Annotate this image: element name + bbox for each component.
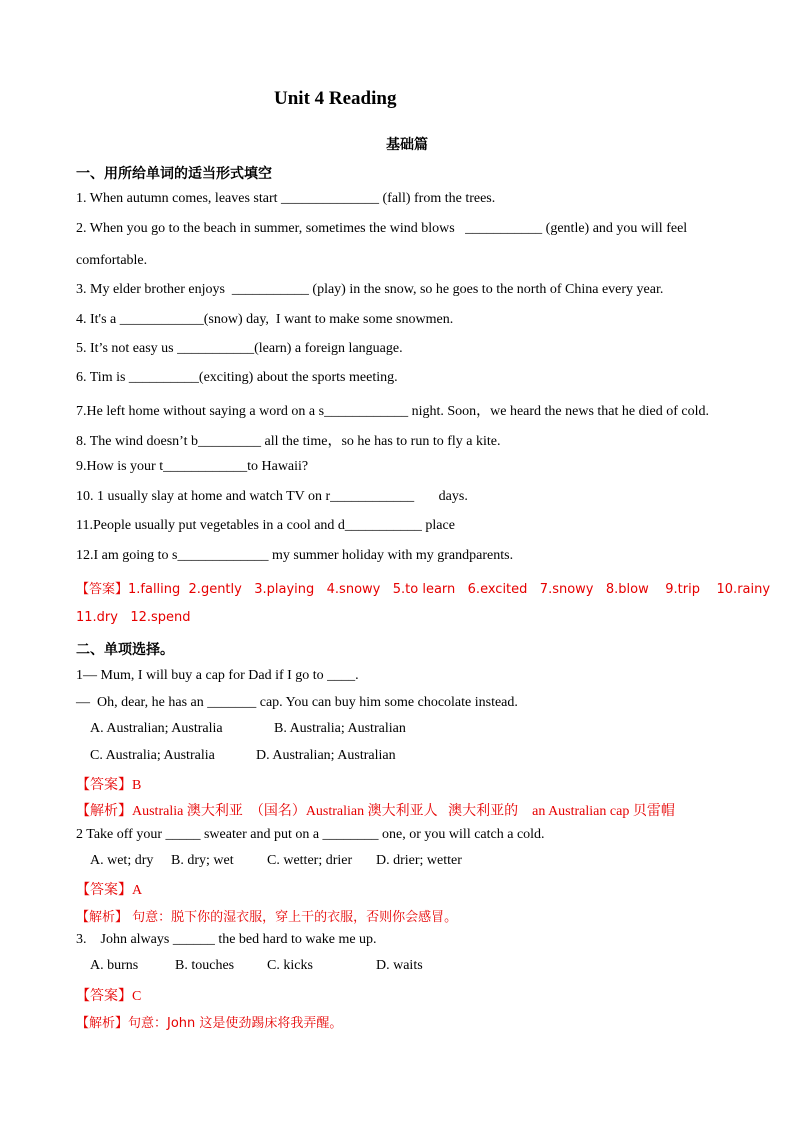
fill-question-11: 11.People usually put vegetables in a cool and d___________ place — [76, 518, 455, 533]
fill-question-8: 8. The wind doesn’t b_________ all the time，so he has to run to fly a kite. — [76, 434, 501, 449]
fill-question-7: 7.He left home without saying a word on a s____________ night. Soon，we heard the news that he died of cold. — [76, 404, 709, 419]
fill-question-10: 10. 1 usually slay at home and watch TV on r____________ days. — [76, 489, 468, 504]
mc-q1-option-d: D. Australian; Australian — [256, 748, 396, 763]
page-title: Unit 4 Reading — [274, 88, 397, 109]
mc-q2-option-d: D. drier; wetter — [376, 853, 462, 868]
section2-heading: 二、单项选择。 — [76, 642, 174, 658]
mc-q1-option-c: C. Australia; Australia — [90, 748, 215, 763]
fill-question-5: 5. It’s not easy us ___________(learn) a foreign language. — [76, 341, 403, 356]
fill-question-3: 3. My elder brother enjoys ___________ (play) in the snow, so he goes to the north of China every year. — [76, 282, 664, 297]
mc-question-2: 2 Take off your _____ sweater and put on a ________ one, or you will catch a cold. — [76, 827, 545, 842]
mc-q3-option-a: A. burns — [90, 958, 139, 973]
mc-question-3: 3. John always ______ the bed hard to wake me up. — [76, 932, 377, 947]
mc-q1-analysis: 【解析】Australia 澳大利亚 （国名）Australian 澳大利亚人 澳大利亚的 an Australian cap 贝雷帽 — [76, 804, 675, 819]
mc-q2-option-c: C. wetter; drier — [267, 853, 353, 868]
mc-q3-option-b: B. touches — [175, 958, 235, 973]
mc-q2-option-a: A. wet; dry — [90, 853, 154, 868]
section1-answer-line2: 11.dry 12.spend — [76, 610, 191, 625]
mc-question-1: 1— Mum, I will buy a cap for Dad if I go to ____. — [76, 668, 359, 683]
fill-question-2: 2. When you go to the beach in summer, sometimes the wind blows ___________ (gentle) and you will feel — [76, 221, 688, 236]
section1-answer-line1: 【答案】1.falling 2.gently 3.playing 4.snowy 5.to learn 6.excited 7.snowy 8.blow 9.trip 10.rainy — [76, 582, 771, 597]
mc-q3-option-d: D. waits — [376, 958, 423, 973]
fill-question-12: 12.I am going to s_____________ my summer holiday with my grandparents. — [76, 548, 514, 563]
fill-question-1: 1. When autumn comes, leaves start ______________ (fall) from the trees. — [76, 191, 496, 206]
page-subtitle: 基础篇 — [386, 137, 428, 153]
mc-question-1-line2: — Oh, dear, he has an _______ cap. You can buy him some chocolate instead. — [76, 695, 518, 710]
fill-question-6: 6. Tim is __________(exciting) about the sports meeting. — [76, 370, 398, 385]
mc-q1-answer: 【答案】B — [76, 778, 142, 793]
mc-q3-answer: 【答案】C — [76, 989, 142, 1004]
fill-question-4: 4. It's a ____________(snow) day, I want to make some snowmen. — [76, 312, 454, 327]
mc-q2-analysis: 【解析】 句意：脱下你的湿衣服，穿上干的衣服，否则你会感冒。 — [76, 910, 458, 925]
mc-q2-option-b: B. dry; wet — [171, 853, 234, 868]
mc-q3-analysis: 【解析】句意：John 这是使劲踢床将我弄醒。 — [76, 1016, 343, 1031]
section1-heading: 一、用所给单词的适当形式填空 — [76, 166, 272, 182]
mc-q2-answer: 【答案】A — [76, 883, 143, 898]
mc-q3-option-c: C. kicks — [267, 958, 313, 973]
mc-q1-option-b: B. Australia; Australian — [274, 721, 406, 736]
fill-question-2-cont: comfortable. — [76, 253, 148, 268]
mc-q1-option-a: A. Australian; Australia — [90, 721, 223, 736]
fill-question-9: 9.How is your t____________to Hawaii? — [76, 459, 309, 474]
